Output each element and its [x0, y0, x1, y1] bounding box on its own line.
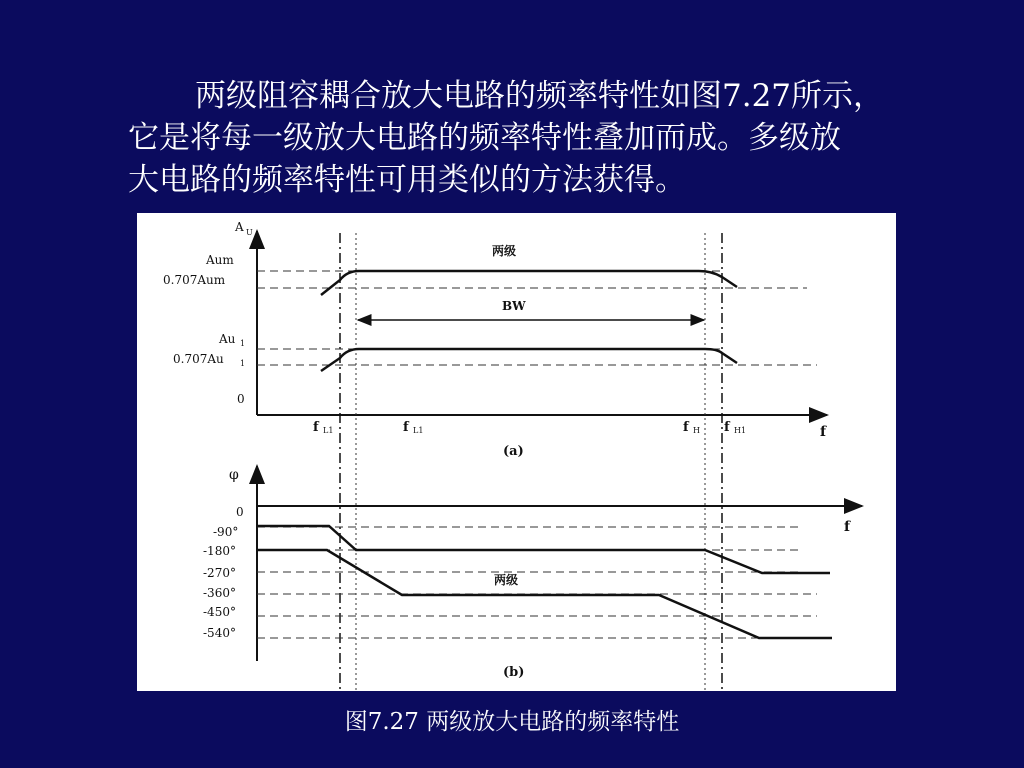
au1-label-sub: 1 [240, 339, 246, 348]
au1-label: Au [219, 332, 236, 346]
phase-tick-90: -90° [213, 525, 239, 539]
phase-x-label: f [844, 519, 851, 535]
phase-sub-caption: (b) [503, 665, 525, 680]
paragraph-line-1: 两级阻容耦合放大电路的频率特性如图7.27所示， [195, 78, 885, 114]
amp-curve-label: 两级 [492, 244, 517, 258]
figure-caption: 图7.27 两级放大电路的频率特性 [344, 709, 680, 735]
amplitude-plot [163, 220, 827, 691]
amp-y-label: A [235, 220, 244, 234]
fh-label: f [683, 420, 689, 435]
fl-label: f [403, 420, 409, 435]
phase-tick-180: -180° [203, 544, 236, 558]
fh1-label-sub: H1 [734, 426, 747, 435]
two-stage-amp-curve [321, 271, 737, 295]
amp-zero-label: 0 [237, 392, 245, 406]
phase-tick-360: -360° [203, 586, 236, 600]
phase-tick-540: -540° [203, 626, 236, 640]
frequency-response-figure [137, 213, 896, 691]
single-stage-amp-curve [321, 349, 737, 371]
fl1-label-sub: L1 [323, 426, 334, 435]
amp-x-label: f [820, 424, 827, 440]
phase-tick-0: 0 [236, 505, 244, 519]
phase-tick-270: -270° [203, 566, 236, 580]
bw-label: BW [502, 299, 526, 313]
phase-y-label: φ [229, 467, 239, 483]
figure-drawing [137, 213, 896, 691]
fl1-label: f [313, 420, 319, 435]
paragraph-line-3: 大电路的频率特性可用类似的方法获得。 [128, 162, 686, 198]
au1707-label: 0.707Au [173, 352, 224, 366]
paragraph-line-2: 它是将每一级放大电路的频率特性叠加而成。多级放 [128, 120, 841, 156]
aum-label: Aum [206, 253, 234, 267]
aum707-label: 0.707Aum [163, 273, 226, 287]
fh1-label: f [724, 420, 730, 435]
au1707-label-sub: 1 [240, 359, 246, 368]
fl-label-sub: L1 [413, 426, 424, 435]
amp-sub-caption: (a) [503, 444, 524, 459]
phase-plot [203, 466, 862, 680]
amp-y-label-sub: U [246, 228, 253, 237]
fh-label-sub: H [693, 426, 700, 435]
phase-curve-label: 两级 [494, 573, 519, 587]
phase-tick-450: -450° [203, 605, 236, 619]
